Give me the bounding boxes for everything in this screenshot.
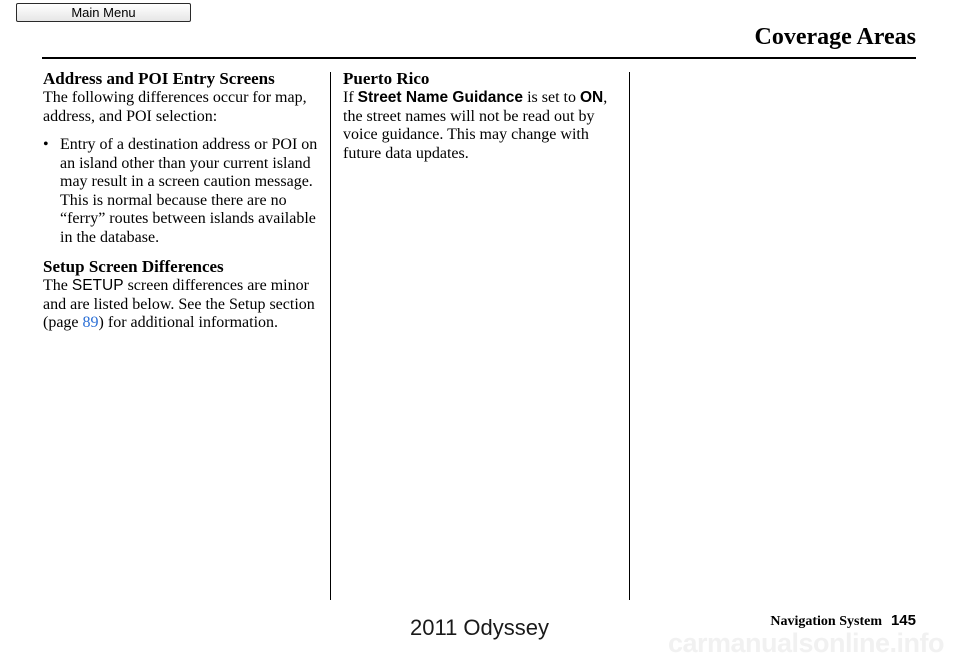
list-item [43, 136, 323, 247]
puerto-rico-heading: Puerto Rico [343, 69, 430, 88]
on-keyword: ON [579, 89, 604, 106]
bullet-icon: • [43, 136, 49, 153]
left-column [43, 69, 323, 333]
setup-differences-text: The SETUP screen differences are minor and are listed below. See the Setup section (page 89) for additional information. [43, 277, 315, 331]
page-title: Coverage Areas [754, 24, 916, 50]
address-poi-intro: The following differences occur for map, address, and POI selection: [43, 89, 307, 125]
column-divider [629, 72, 630, 600]
setup-differences-heading: Setup Screen Differences [43, 257, 224, 276]
site-watermark: carmanualsonline.info [667, 628, 944, 658]
puerto-rico-text: If Street Name Guidance is set to ON, the street names will not be read out by voice guidance. This may change with future data updates. [343, 89, 608, 162]
main-menu-button[interactable]: Main Menu [16, 3, 191, 22]
middle-column [343, 69, 625, 163]
bullet-text: Entry of a destination address or POI on an island other than your current island may result in a screen caution message. This is normal because there are no “ferry” routes between islands available in the database. [60, 136, 318, 246]
footer-label: Navigation System [770, 614, 882, 629]
address-poi-heading: Address and POI Entry Screens [43, 69, 275, 88]
model-watermark: 2011 Odyssey [410, 615, 550, 640]
street-name-guidance-keyword: Street Name Guidance [357, 89, 524, 106]
header-rule [42, 57, 916, 59]
page-89-link[interactable]: 89 [82, 314, 99, 331]
page-number: 145 [890, 612, 916, 629]
column-divider [330, 72, 331, 600]
setup-keyword: SETUP [71, 277, 124, 294]
